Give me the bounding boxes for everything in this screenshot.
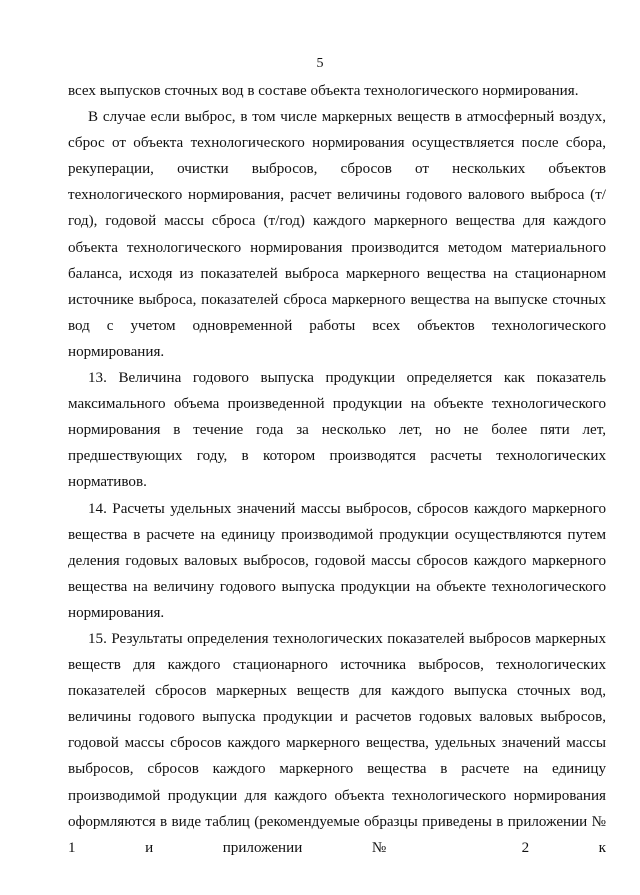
body-text (68, 78, 606, 861)
page-number: 5 (316, 56, 324, 71)
paragraph-item-13: 13. Величина годового выпуска продукции определяется как показатель максимального объема произведенной продукции на объекте технологического нормирования в течение года за несколько лет, но не более пяти лет, предшествующих году, в котором производятся расчеты технологических нормативов. (68, 370, 606, 491)
paragraph-continuation: всех выпусков сточных вод в составе объекта технологического нормирования. (68, 83, 579, 99)
paragraph-emission-balance: В случае если выброс, в том числе маркерных веществ в атмосферный воздух, сброс от объекта технологического нормирования осуществляется после сбора, рекуперации, очистки выбросов, сбросов от нескольких объектов технологического нормирования, расчет величины годового валового выброса (т/год), годовой массы сброса (т/год) каждого маркерного вещества для каждого объекта технологического нормирования производится методом материального баланса, исходя из показателей выброса маркерного вещества на стационарном источнике выброса, показателей сброса маркерного вещества на выпуске сточных вод с учетом одновременной работы всех объектов технологического нормирования. (68, 109, 606, 360)
paragraph-item-15: 15. Результаты определения технологических показателей выбросов маркерных веществ для каждого стационарного источника выбросов, технологических показателей сбросов маркерных веществ для каждого выпуска сточных вод, величины годового выпуска продукции и расчетов годовых валовых выбросов, годовой массы сбросов каждого маркерного вещества, удельных значений массы выбросов, сбросов каждого маркерного вещества в расчете на единицу производимой продукции для каждого объекта технологического нормирования оформляются в виде таблиц (рекомендуемые образцы приведены в приложении № 1 и приложении № 2 к (68, 630, 606, 856)
paragraph-item-14: 14. Расчеты удельных значений массы выбросов, сбросов каждого маркерного вещества в расчете на единицу производимой продукции осуществляются путем деления годовых валовых выбросов, годовой массы сбросов каждого маркерного вещества на величину годового выпуска продукции на объекте технологического нормирования. (68, 500, 606, 621)
